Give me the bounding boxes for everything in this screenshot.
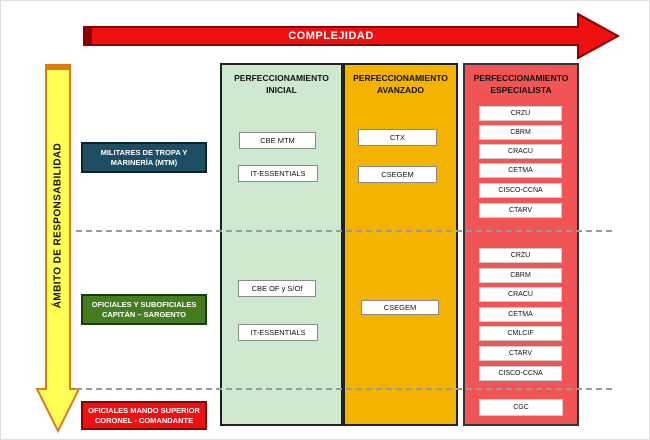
column-avanzado-title-line2: AVANZADO xyxy=(377,85,424,95)
rank-label-oficiales-suboficiales xyxy=(81,294,207,325)
course-box-it-essentials-of: IT-ESSENTIALS xyxy=(238,324,318,341)
column-especialista-title xyxy=(465,72,577,96)
course-box-cmlcif-of: CMLCIF xyxy=(479,326,562,341)
course-box-cbe-of: CBE OF y S/Of xyxy=(238,280,316,297)
column-especialista-title-line2: ESPECIALISTA xyxy=(490,85,552,95)
rank-mtm-line1: MILITARES DE TROPA Y xyxy=(100,147,188,157)
course-box-ctarv-of: CTARV xyxy=(479,346,562,361)
course-box-csegem-of: CSEGEM xyxy=(361,300,439,315)
rank-mando-line1: OFICIALES MANDO SUPERIOR xyxy=(88,405,200,415)
rank-mando-line2: CORONEL - COMANDANTE xyxy=(94,415,194,425)
course-box-cracu-of: CRACU xyxy=(479,287,562,302)
complexity-arrow-label: COMPLEJIDAD xyxy=(288,30,374,42)
course-box-cbrm-mtm: CBRM xyxy=(479,125,562,140)
column-perfeccionamiento-inicial xyxy=(220,63,343,426)
column-avanzado-title xyxy=(345,72,456,96)
course-box-cracu-mtm: CRACU xyxy=(479,144,562,159)
course-box-ctarv-mtm: CTARV xyxy=(479,203,562,218)
column-avanzado-title-line1: PERFECCIONAMIENTO xyxy=(353,73,448,83)
rank-oficiales-line1: OFICIALES Y SUBOFICIALES xyxy=(91,299,197,309)
dashed-separator-oficiales-mando xyxy=(76,388,612,390)
course-box-it-essentials-mtm: IT-ESSENTIALS xyxy=(238,165,318,182)
responsibility-arrow-label: ÁMBITO DE RESPONSABILIDAD xyxy=(52,142,64,309)
rank-mtm-line2: MARINERÍA (MTM) xyxy=(110,157,178,167)
column-perfeccionamiento-avanzado xyxy=(343,63,458,426)
column-inicial-title-line2: INICIAL xyxy=(266,85,297,95)
dashed-separator-mtm-oficiales xyxy=(76,230,612,232)
course-box-cetma-of: CETMA xyxy=(479,307,562,322)
rank-label-mtm xyxy=(81,142,207,173)
course-box-cbe-mtm: CBE MTM xyxy=(239,132,316,149)
column-especialista-title-line1: PERFECCIONAMIENTO xyxy=(473,73,569,83)
course-box-cgc: CGC xyxy=(479,399,563,416)
course-box-crzu-of: CRZU xyxy=(479,248,562,263)
column-inicial-title-line1: PERFECCIONAMIENTO xyxy=(234,73,329,83)
rank-oficiales-line2: CAPITÁN – SARGENTO xyxy=(101,309,187,319)
course-box-crzu-mtm: CRZU xyxy=(479,106,562,121)
course-box-cisco-ccna-of: CISCO-CCNA xyxy=(479,366,562,381)
course-box-cetma-mtm: CETMA xyxy=(479,163,562,178)
course-box-cisco-ccna-mtm: CISCO-CCNA xyxy=(479,183,562,198)
course-box-ctx: CTX xyxy=(358,129,437,146)
course-box-cbrm-of: CBRM xyxy=(479,268,562,283)
rank-label-mando-superior xyxy=(81,401,207,430)
course-box-csegem-mtm: CSEGEM xyxy=(358,166,437,183)
column-inicial-title xyxy=(222,72,341,96)
